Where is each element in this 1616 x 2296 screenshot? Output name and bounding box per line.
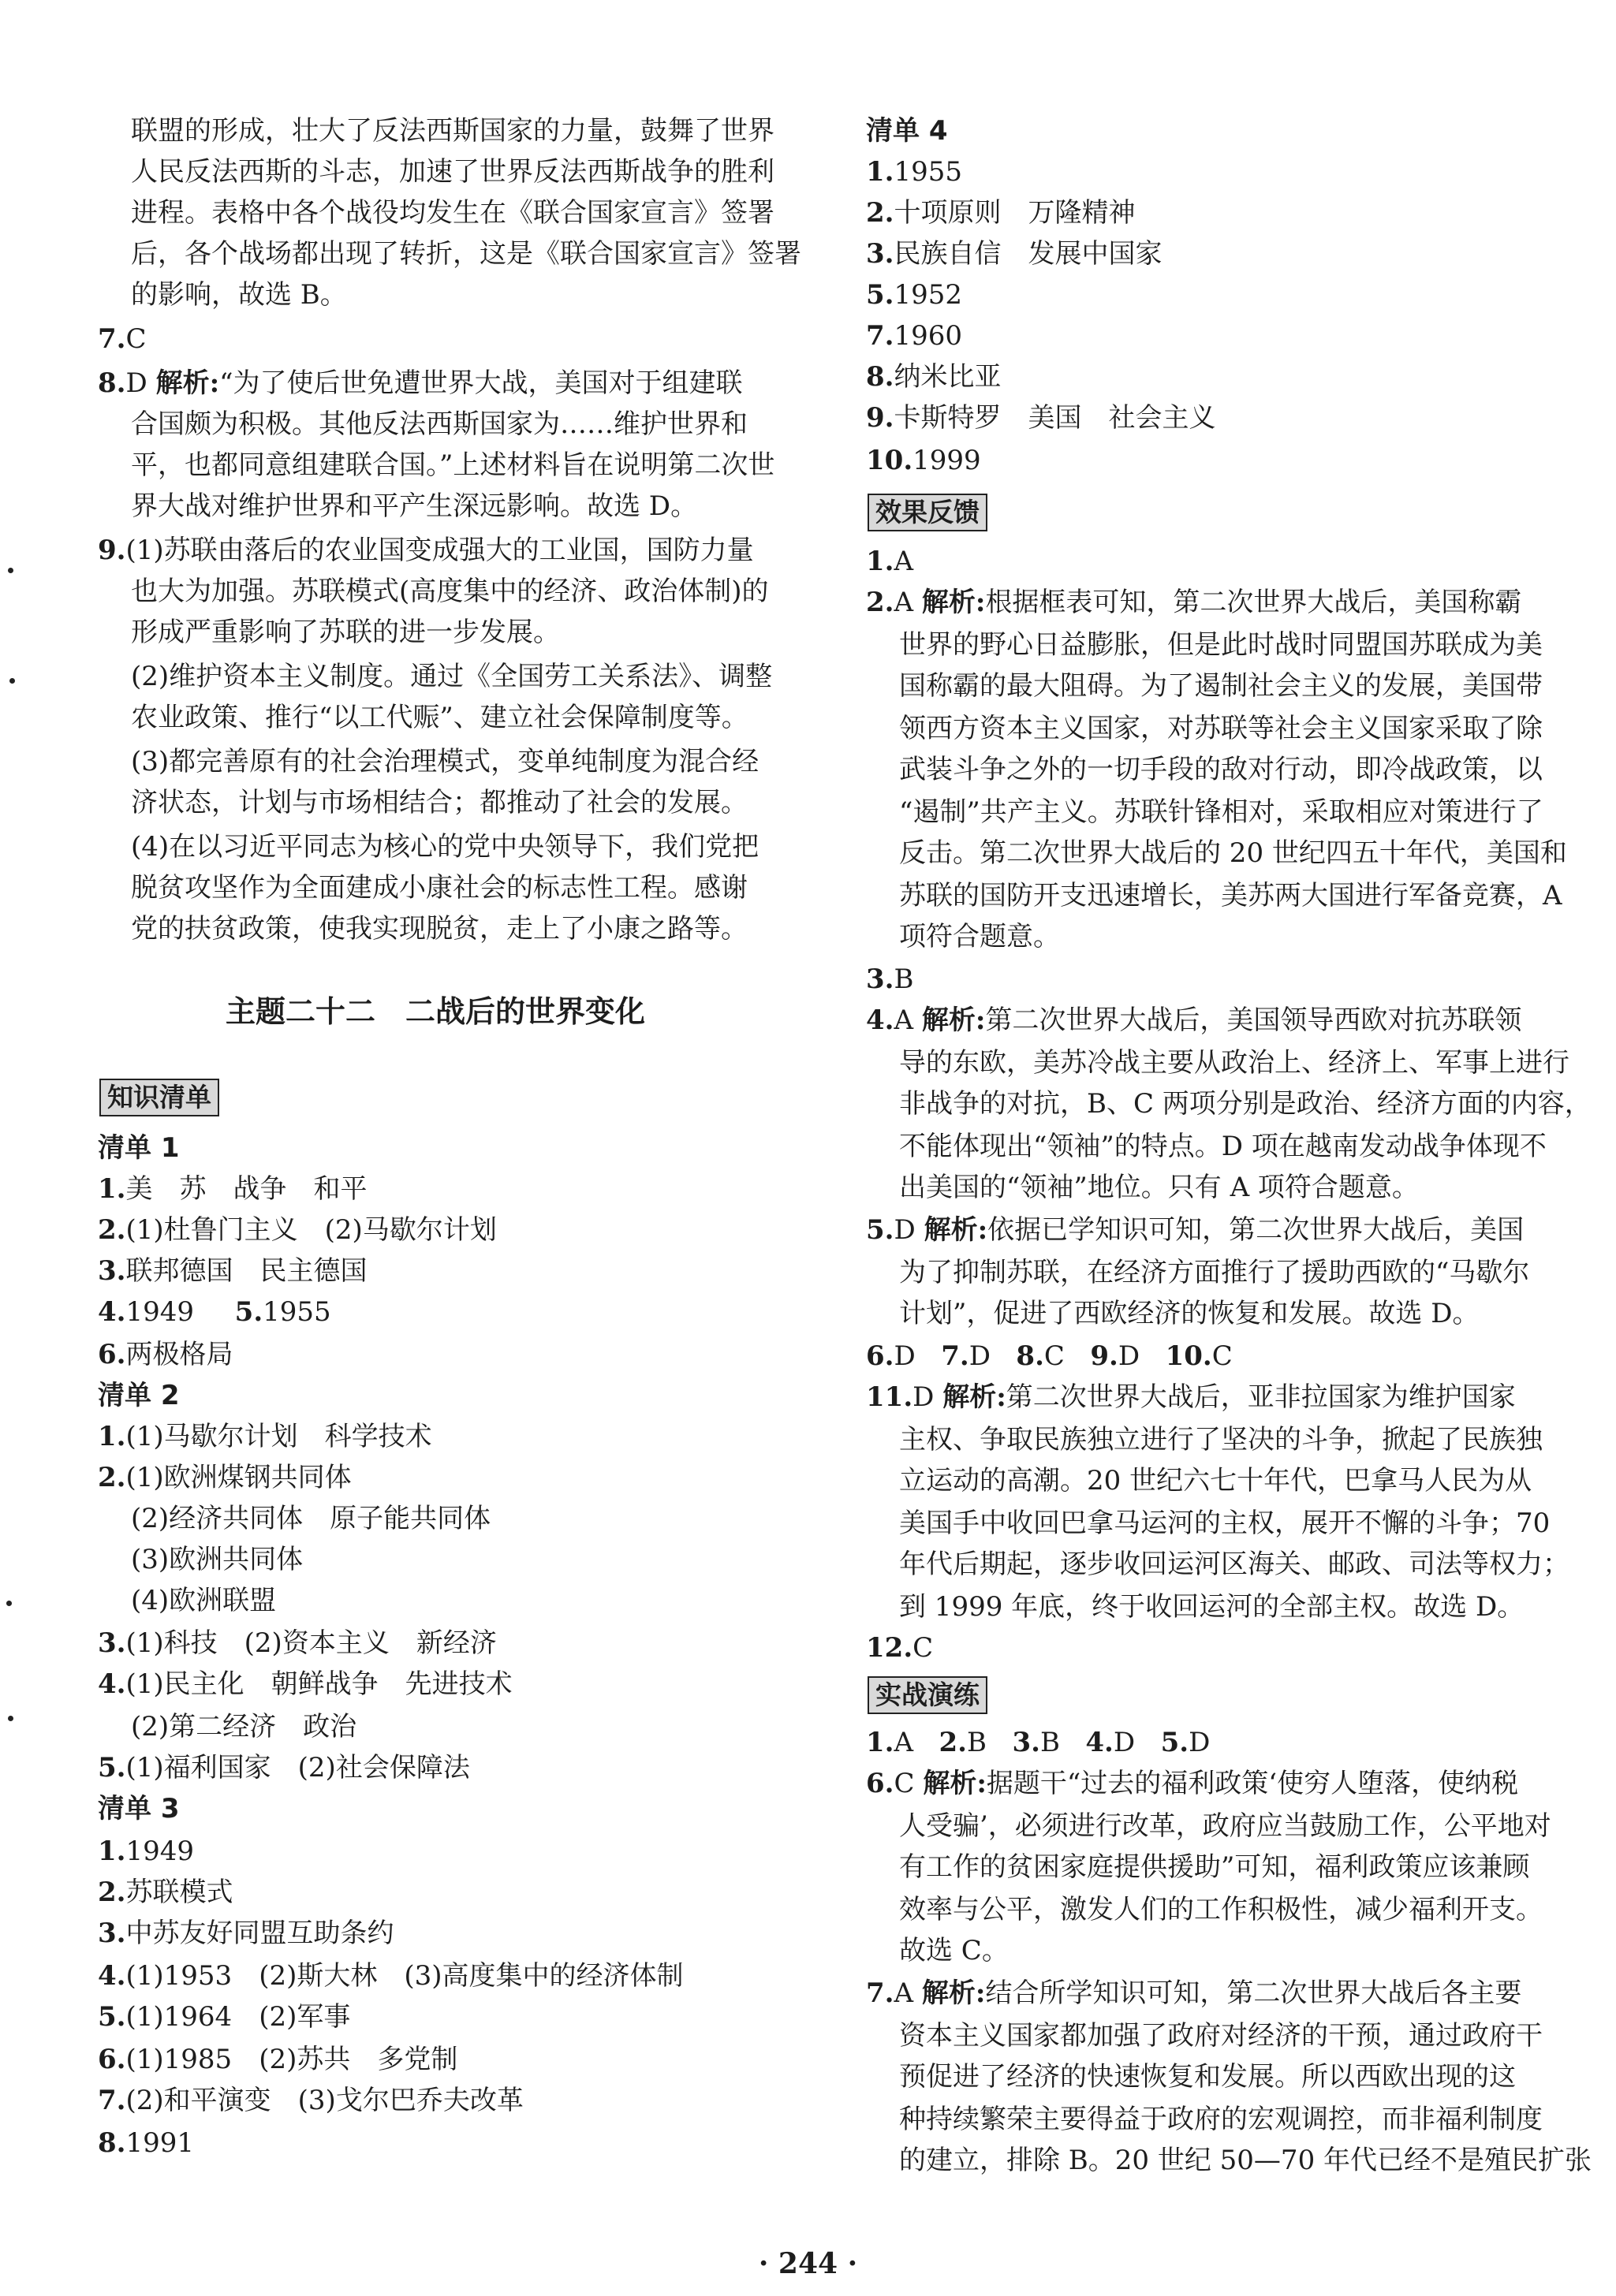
list-item: 5.(1)1964 (2)军事 [98, 2001, 351, 2033]
list-item: (2)经济共同体 原子能共同体 [131, 1503, 491, 1534]
answer-item: 5.D 解析:依据已学知识可知，第二次世界大战后，美国 [866, 1214, 1525, 1246]
item-number: 8. [98, 367, 126, 399]
paragraph-line: 界大战对维护世界和平产生深远影响。故选 D。 [131, 490, 698, 522]
paragraph-line: 为了抑制苏联，在经济方面推行了援助西欧的“马歇尔 [899, 1257, 1530, 1288]
paragraph-line: 资本主义国家都加强了政府对经济的干预，通过政府干 [899, 2020, 1543, 2052]
list-item: 1.(1)马歇尔计划 科学技术 [98, 1421, 432, 1452]
paragraph-line: 有工作的贫困家庭提供援助”可知，福利政策应该兼顾 [899, 1851, 1530, 1883]
paragraph-line: 到 1999 年底，终于收回运河的全部主权。故选 D。 [899, 1591, 1525, 1623]
list-item: 7.1960 [866, 320, 963, 352]
paragraph-line: 联盟的形成，壮大了反法西斯国家的力量，鼓舞了世界 [131, 115, 774, 147]
paragraph-line: 人民反法西斯的斗志，加速了世界反法西斯战争的胜利 [131, 156, 774, 188]
list-item: 3.中苏友好同盟互助条约 [98, 1918, 394, 1949]
item-number: 7. [98, 323, 126, 355]
paragraph-line: 世界的野心日益膨胀，但是此时战时同盟国苏联成为美 [899, 629, 1543, 661]
paragraph-line: 美国手中收回巴拿马运河的主权，展开不懈的斗争；70 [899, 1508, 1551, 1539]
analysis-label: 解析: [155, 367, 220, 399]
list-item: 3.民族自信 发展中国家 [866, 238, 1163, 270]
answer-item [98, 319, 147, 360]
paragraph-line: 苏联的国防开支迅速增长，美苏两大国进行军备竞赛，A [899, 880, 1562, 911]
analysis-text: (1)苏联由落后的农业国变成强大的工业国，国防力量 [125, 535, 754, 566]
section-label-feedback: 效果反馈 [868, 494, 987, 531]
list-heading: 清单 2 [98, 1380, 180, 1411]
list-item: 8.1991 [98, 2127, 195, 2159]
paragraph-line: 计划”，促进了西欧经济的恢复和发展。故选 D。 [899, 1298, 1480, 1329]
section-label-practice: 实战演练 [868, 1676, 987, 1714]
paragraph-line: 也大为加强。苏联模式(高度集中的经济、政治体制)的 [131, 576, 769, 607]
list-heading: 清单 4 [866, 115, 948, 147]
paragraph-line: 脱贫攻坚作为全面建成小康社会的标志性工程。感谢 [131, 872, 748, 904]
answer-item: 12.C [866, 1632, 934, 1664]
scan-mark [8, 1716, 13, 1721]
paragraph-line: 出美国的“领袖”地位。只有 A 项符合题意。 [899, 1172, 1419, 1203]
answer-item: 7.A 解析:结合所学知识可知，第二次世界大战后各主要 [866, 1977, 1522, 2009]
analysis-text: “为了使后世免遭世界大战，美国对于组建联 [219, 367, 743, 399]
answer-item: 4.A 解析:第二次世界大战后，美国领导西欧对抗苏联领 [866, 1004, 1522, 1036]
list-item: 1.美 苏 战争 和平 [98, 1173, 368, 1205]
list-item: 5.(1)福利国家 (2)社会保障法 [98, 1752, 470, 1784]
list-item: 8.纳米比亚 [866, 361, 1002, 393]
paragraph-line: 的建立，排除 B。20 世纪 50—70 年代已经不是殖民扩张 [899, 2145, 1592, 2176]
list-heading: 清单 3 [98, 1793, 180, 1824]
list-item: 4.1949 5.1955 [98, 1296, 331, 1328]
answer-item [98, 363, 743, 404]
paragraph-line: (2)维护资本主义制度。通过《全国劳工关系法》、调整 [131, 661, 773, 692]
paragraph-line: 非战争的对抗，B、C 两项分别是政治、经济方面的内容， [899, 1088, 1592, 1120]
list-item: 3.(1)科技 (2)资本主义 新经济 [98, 1627, 497, 1659]
theme-title: 主题二十二 二战后的世界变化 [226, 994, 646, 1029]
list-item: 1.1949 [98, 1836, 195, 1867]
paragraph-line: 形成严重影响了苏联的进一步发展。 [131, 617, 560, 648]
paragraph-line: 平，也都同意组建联合国。”上述材料旨在说明第二次世 [131, 449, 775, 481]
list-item: 2.(1)欧洲煤钢共同体 [98, 1462, 352, 1493]
paragraph-line: 导的东欧，美苏冷战主要从政治上、经济上、军事上进行 [899, 1047, 1569, 1079]
list-item: 4.(1)民主化 朝鲜战争 先进技术 [98, 1668, 513, 1700]
paragraph-line: 年代后期起，逐步收回运河区海关、邮政、司法等权力； [899, 1549, 1569, 1580]
paragraph-line: 农业政策、推行“以工代赈”、建立社会保障制度等。 [131, 702, 748, 733]
paragraph-line: (3)都完善原有的社会治理模式，变单纯制度为混合经 [131, 746, 759, 777]
list-item: (3)欧洲共同体 [131, 1544, 304, 1575]
list-item: 10.1999 [866, 445, 981, 476]
answer-row: 1.A 2.B 3.B 4.D 5.D [866, 1727, 1211, 1758]
paragraph-line: 领西方资本主义国家，对苏联等社会主义国家采取了除 [899, 713, 1543, 744]
item-answer: D [125, 367, 147, 399]
paragraph-line: (4)在以习近平同志为核心的党中央领导下，我们党把 [131, 831, 759, 863]
answer-item: 2.A 解析:根据框表可知，第二次世界大战后，美国称霸 [866, 587, 1522, 618]
paragraph-line: 故选 C。 [899, 1935, 1009, 1966]
list-item: 6.(1)1985 (2)苏共 多党制 [98, 2044, 458, 2075]
list-item: 2.十项原则 万隆精神 [866, 197, 1136, 229]
paragraph-line: 国称霸的最大阻碍。为了遏制社会主义的发展，美国带 [899, 670, 1543, 702]
paragraph-line: 项符合题意。 [899, 921, 1060, 952]
paragraph-line: 预促进了经济的快速恢复和发展。所以西欧出现的这 [899, 2061, 1516, 2093]
answer-item [98, 530, 754, 571]
paragraph-line: 人受骗’，必须进行改革，政府应当鼓励工作，公平地对 [899, 1810, 1551, 1842]
list-item: (4)欧洲联盟 [131, 1585, 277, 1616]
list-item: 2.(1)杜鲁门主义 (2)马歇尔计划 [98, 1214, 497, 1246]
section-label-knowledge: 知识清单 [99, 1079, 219, 1116]
paragraph-line: 种持续繁荣主要得益于政府的宏观调控，而非福利制度 [899, 2104, 1543, 2135]
scan-mark [9, 678, 15, 684]
list-item: 4.(1)1953 (2)斯大林 (3)高度集中的经济体制 [98, 1960, 684, 1992]
list-item: 3.联邦德国 民主德国 [98, 1255, 368, 1287]
right-column [828, 0, 1616, 2296]
paragraph-line: 的影响，故选 B。 [131, 279, 347, 311]
list-item: 7.(2)和平演变 (3)戈尔巴乔夫改革 [98, 2085, 524, 2116]
answer-item: 3.B [866, 964, 914, 995]
paragraph-line: 效率与公平，激发人们的工作积极性，减少福利开支。 [899, 1894, 1543, 1925]
scan-mark [6, 1601, 12, 1606]
answer-row: 6.D 7.D 8.C 9.D 10.C [866, 1340, 1233, 1372]
paragraph-line: 济状态，计划与市场相结合；都推动了社会的发展。 [131, 787, 748, 818]
paragraph-line: 武装斗争之外的一切手段的敌对行动，即冷战政策，以 [899, 754, 1543, 785]
answer-item: 6.C 解析:据题干“过去的福利政策‘使穷人堕落，使纳税 [866, 1768, 1519, 1799]
list-item: 2.苏联模式 [98, 1877, 233, 1908]
list-heading: 清单 1 [98, 1132, 180, 1164]
paragraph-line: “遏制”共产主义。苏联针锋相对，采取相应对策进行了 [899, 796, 1543, 828]
paragraph-line: 主权、争取民族独立进行了坚决的斗争，掀起了民族独 [899, 1424, 1543, 1456]
paragraph-line: 立运动的高潮。20 世纪六七十年代，巴拿马人民为从 [899, 1465, 1532, 1496]
answer-item: 1.A [866, 546, 914, 577]
list-item: (2)第二经济 政治 [131, 1711, 357, 1742]
paragraph-line: 党的扶贫政策，使我实现脱贫，走上了小康之路等。 [131, 913, 748, 945]
list-item: 1.1955 [866, 156, 963, 188]
scan-mark [8, 568, 13, 573]
paragraph-line: 进程。表格中各个战役均发生在《联合国家宣言》签署 [131, 197, 774, 229]
paragraph-line: 反击。第二次世界大战后的 20 世纪四五十年代，美国和 [899, 837, 1567, 869]
list-item: 5.1952 [866, 279, 963, 311]
list-item: 9.卡斯特罗 美国 社会主义 [866, 402, 1216, 434]
answer-item: 11.D 解析:第二次世界大战后，亚非拉国家为维护国家 [866, 1381, 1516, 1413]
paragraph-line: 合国颇为积极。其他反法西斯国家为……维护世界和 [131, 408, 748, 440]
item-answer: C [125, 323, 147, 355]
paragraph-line: 后，各个战场都出现了转折，这是《联合国家宣言》签署 [131, 238, 801, 270]
page-number: · 244 · [758, 2247, 858, 2280]
list-item: 6.两极格局 [98, 1339, 233, 1370]
paragraph-line: 不能体现出“领袖”的特点。D 项在越南发动战争体现不 [899, 1131, 1547, 1162]
item-number: 9. [98, 535, 126, 566]
